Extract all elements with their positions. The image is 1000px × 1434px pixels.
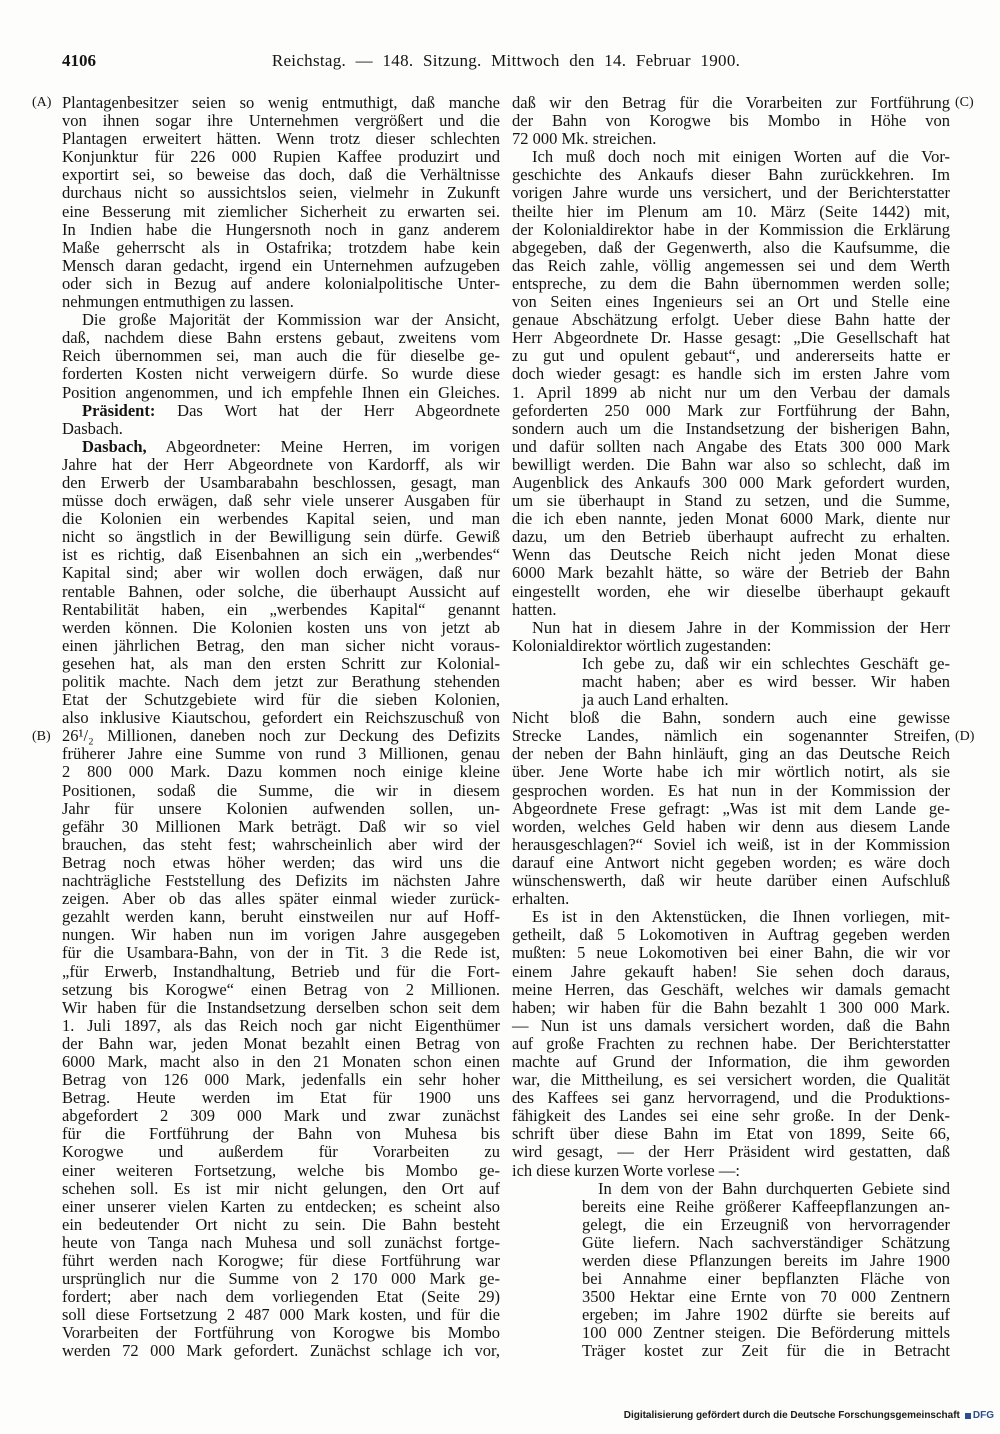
quoted-line: Güte liefern. Nach sachverständiger Schätzung [582, 1232, 950, 1252]
text-line: Betrag. Heute werden im Etat für 1900 uns [62, 1088, 500, 1108]
text-line: der Bahn von Korogwe bis Mombo in Höhe von [512, 111, 950, 131]
dfg-logo-mark [965, 1413, 971, 1419]
margin-mark-a: (A) [32, 95, 52, 110]
speech-text: Das Wort hat der Herr Abgeordnete [177, 400, 500, 420]
text-line: meine Herren, das Geschäft, welches wir damals gemacht [512, 979, 950, 999]
margin-mark-d: (D) [955, 729, 975, 744]
text-line: daß, nachdem diese Bahn erstens gebaut, zweitens vom [62, 328, 500, 348]
speech-text: Abgeordneter: Meine Herren, im vorigen [165, 436, 500, 456]
text-line: Vorarbeiten der Fortführung von Korogwe bis Mombo [62, 1323, 500, 1343]
text-line: gefähr 30 Millionen Mark beträgt. Daß wir so viel [62, 816, 500, 836]
page-number: 4106 [62, 51, 96, 70]
quoted-line: gelegt, die ein Erzeugniß von hervorragender [582, 1214, 950, 1234]
text-line: herausgeschlagen?“ Soviel ich weiß, ist in der Kommission [512, 834, 950, 854]
text-line: einen jährlichen Betrag, den man sicher nicht voraus- [62, 635, 500, 655]
text-line: ist es richtig, daß Eisenbahnen an sich ein „werbendes“ [62, 545, 500, 565]
text-line: Maße geherrscht als in Ostafrika; trotzdem habe kein [62, 237, 500, 257]
text-line: 26¹/₂ Millionen, daneben noch zur Deckung des Defizits [62, 726, 500, 746]
text-line: das Reich zahle, völlig angemessen sei und dem Werth [512, 255, 950, 275]
text-line: wird gesagt, — der Herr Präsident wird gestatten, daß [512, 1142, 950, 1162]
left-text-column [62, 94, 500, 1361]
text-line: haben; wir haben für die Bahn bezahlt 1 300 000 Mark. [512, 997, 950, 1017]
text-line: und dafür sollten nach Angabe des Etats 300 000 Mark [512, 436, 950, 456]
text-line: 2 800 000 Mark. Dazu kommen noch einige kleine [62, 762, 500, 782]
text-line: fordert; aber nach dem vorliegenden Etat (Seite 29) [62, 1287, 500, 1307]
text-line: dazu, um den Betrieb überhaupt aufrecht zu erhalten. [512, 527, 950, 547]
text-line: Jahre hat der Herr Abgeordnete von Kardorff, als wir [62, 454, 500, 474]
quoted-line: Ich gebe zu, daß wir ein schlechtes Geschäft ge- [582, 653, 950, 673]
text-line: brauchen, das steht fest; wahrscheinlich aber wird der [62, 834, 500, 854]
text-line: abgegeben, daß der Gegenwerth, also die Kaufsumme, die [512, 237, 950, 257]
text-line: Korogwe und außerdem für Vorarbeiten zu [62, 1142, 500, 1162]
text-line: erhalten. [512, 889, 570, 909]
text-line: Position angenommen, und ich empfehle Ihnen ein Gleiches. [62, 382, 500, 402]
text-line: worden, welches Geld haben wir denn aus diesem Lande [512, 816, 950, 836]
paragraph-first-line: Nun hat in diesem Jahre in der Kommission der Herr [532, 617, 950, 637]
text-line: — Nun ist uns damals versichert worden, daß die Bahn [512, 1015, 950, 1035]
quoted-line: macht haben; aber es wird besser. Wir haben [582, 672, 950, 691]
text-line: Dasbach. [62, 418, 123, 438]
text-line: zeigen. Aber ob das alles später einmal wieder zurück- [62, 889, 500, 909]
text-line: um sie überhaupt in Stand zu setzen, und die Summe, [512, 491, 950, 511]
text-line: nungen. Wir haben nun im vorigen Jahre ausgegeben [62, 925, 500, 945]
text-line: einer unserer vielen Karten zu entdecken; es scheint also [62, 1196, 500, 1216]
text-line: Plantagen erweitert hätten. Wenn trotz dieser schlechten [62, 129, 500, 149]
text-line: gesprochen worden. Es hat nun in der Kommission der [512, 780, 950, 800]
text-line: setzung bis Korogwe“ einen Betrag von 2 Millionen. [62, 979, 500, 999]
text-line: schrift über diese Bahn im Etat von 1899, Seite 66, [512, 1124, 950, 1144]
text-line: ursprünglich nur die Summe von 2 170 000 Mark ge- [62, 1269, 500, 1289]
text-line: Etat der Schutzgebiete wird für die sieben Kolonien, [62, 690, 500, 710]
text-line: geforderten 250 000 Mark zur Fortführung der Bahn, [512, 400, 950, 420]
text-line: auf große Frachten zu rechnen habe. Der Berichterstatter [512, 1033, 950, 1053]
text-line: war, die Mittheilung, es sei versichert worden, die Qualität [512, 1070, 950, 1090]
text-line: gezahlt werden kann, beruht einstweilen nur auf Hoff- [62, 907, 500, 927]
text-line: die ich eben nannte, jeden Monat 6000 Mark, diente nur [512, 509, 950, 529]
text-line: nachträgliche Feststellung des Defizits im nächsten Jahre [62, 871, 500, 891]
text-line: Strecke Landes, nämlich ein sogenannter Streifen, [512, 726, 950, 746]
text-line: Positionen, sodaß die Summe, die wir in diesem [62, 780, 500, 800]
text-line: nehmungen entmuthigen zu lassen. [62, 292, 294, 312]
text-line: der Kolonialdirektor habe in der Kommission die Erklärung [512, 219, 950, 239]
text-line: Mensch daran gedacht, irgend ein Unternehmen aufzugeben [62, 255, 500, 275]
quoted-line: werden diese Pflanzungen bereits im Jahre 1900 [582, 1251, 950, 1270]
text-line: machte auf Grund der Information, die ihm geworden [512, 1051, 950, 1071]
text-line: werden können. Die Kolonien kosten uns von jetzt ab [62, 617, 500, 637]
text-line: bewilligt werden. Die Bahn war also so schlecht, daß im [512, 454, 950, 474]
text-line: Reich übernommen sei, man auch die für dieselbe ge- [62, 346, 500, 366]
text-line: die Kolonien ein werbendes Kapital seien, und man [62, 509, 500, 529]
text-line: oder sich in Bezug auf andere kolonialpolitische Unter- [62, 273, 500, 293]
quoted-line: 3500 Hektar eine Ernte von 70 000 Zentnern [582, 1287, 950, 1307]
quoted-line: bereits eine Reihe größerer Kaffeepflanzungen an- [582, 1196, 950, 1216]
text-line: ein bedeutender Ort nicht zu sein. Die Bahn besteht [62, 1214, 500, 1234]
text-line: von Seiten eines Ingenieurs sei an Ort und Stelle eine [512, 292, 950, 312]
text-line: mußten: 5 neue Lokomotiven bei einer Bahn, die wir vor [512, 943, 950, 963]
text-line: eine Besserung mit ziemlicher Sicherheit zu erwarten sei. [62, 201, 500, 221]
text-line: zu gut und opulent gebaut“, und andererseits hatte er [512, 346, 950, 366]
text-line: abgefordert 2 309 000 Mark und zwar zunächst [62, 1106, 500, 1126]
text-line: der neben der Bahn hinläuft, ging an das Deutsche Reich [512, 744, 950, 764]
quoted-line: 100 000 Zentner steigen. Die Beförderung mittels [582, 1323, 950, 1343]
text-line: also inklusive Kiautschou, gefordert ein Reichszuschuß von [62, 708, 500, 728]
quoted-line: ja auch Land erhalten. [582, 690, 729, 710]
credit-text: Digitalisierung gefördert durch die Deutsche Forschungsgemeinschaft [623, 1410, 960, 1421]
text-line: Rentabilität haben, ein „werbendes Kapital“ genannt [62, 599, 500, 619]
text-line: über. Jene Worte habe ich mir wörtlich notirt, als sie [512, 762, 950, 782]
text-line: exportirt sei, so beweise das doch, daß die Verhältnisse [62, 165, 500, 185]
paragraph-first-line [62, 438, 500, 456]
text-line: Kapital sind; aber wir wollen doch erwägen, daß nur [62, 563, 500, 583]
text-line: Wir haben für die Instandsetzung derselben schon seit dem [62, 997, 500, 1017]
dfg-logo [965, 1410, 994, 1421]
text-line: für die Fortführung der Bahn von Muhesa bis [62, 1124, 500, 1144]
text-line: doch wieder gesagt: es handle sich im ersten Jahre vom [512, 364, 950, 384]
text-line: ich diese kurzen Worte vorlese —: [512, 1160, 740, 1180]
quoted-line: bei Annahme einer bepflanzten Fläche von [582, 1269, 950, 1289]
text-line: werden 72 000 Mark gefordert. Zunächst schlage ich vor, [62, 1341, 500, 1361]
text-line: müsse doch erwägen, daß sehr viele unserer Ausgaben für [62, 491, 500, 511]
text-line: Herr Abgeordnete Dr. Hasse gesagt: „Die Gesellschaft hat [512, 328, 950, 348]
quoted-line: In dem von der Bahn durchquerten Gebiete sind [598, 1178, 950, 1198]
text-line: von ihnen sogar ihre Unternehmen vergrößert und die [62, 111, 500, 131]
paragraph-first-line: Ich muß doch noch mit einigen Worten auf die Vor- [532, 147, 950, 167]
text-line: getheilt, daß 5 Lokomotiven in Auftrag gegeben werden [512, 925, 950, 945]
text-line: heute von Tanga nach Muhesa und soll zunächst fortge- [62, 1232, 500, 1252]
text-line: eingestellt worden, ehe wir dieselbe überhaupt gekauft [512, 581, 950, 601]
text-line: für die Usambara-Bahn, von der in Tit. 3 die Rede ist, [62, 943, 500, 963]
text-line: entspreche, zu dem die Bahn übernommen werden solle; [512, 273, 950, 293]
paragraph-first-line: Es ist in den Aktenstücken, die Ihnen vorliegen, mit- [532, 907, 950, 927]
text-line: Kolonialdirektor wörtlich zugestanden: [512, 635, 772, 655]
text-line: 6000 Mark bezahlt hätte, so wäre der Betrieb der Bahn [512, 563, 950, 583]
right-text-column [512, 94, 950, 1361]
text-line: 6000 Mark, macht also in den 21 Monaten schon einen [62, 1051, 500, 1071]
text-line: führt werden nach Korogwe; für diese Fortführung war [62, 1251, 500, 1270]
text-line: geschichte des Ankaufs dieser Bahn zurückkehren. Im [512, 165, 950, 185]
running-title: Reichstag. — 148. Sitzung. Mittwoch den 14. Februar 1900. [271, 51, 741, 70]
margin-mark-b: (B) [32, 729, 51, 744]
text-line: wünschenswerth, daß wir heute darüber einen Aufschluß [512, 871, 950, 891]
quoted-line: Träger kostet zur Zeit für die in Betracht [582, 1341, 950, 1361]
paragraph-first-line: Die große Majorität der Kommission war der Ansicht, [82, 310, 500, 330]
digitization-credit [624, 1410, 994, 1421]
text-line: durchaus nicht so aussichtslos seien, vielmehr in Zukunft [62, 183, 500, 203]
text-line: nicht so ängstlich in der Bewilligung sein dürfe. Gewiß [62, 527, 500, 547]
text-line: 72 000 Mk. streichen. [512, 129, 657, 149]
paragraph-first-line [62, 402, 500, 420]
text-line: Konjunktur für 226 000 Rupien Kaffee produzirt und [62, 147, 500, 167]
text-line: den Erwerb der Usambarabahn beschlossen, gesagt, man [62, 472, 500, 492]
text-line: Wenn das Deutsche Reich nicht jeden Monat diese [512, 545, 950, 565]
text-line: Betrag von 126 000 Mark, jedenfalls ein sehr hoher [62, 1070, 500, 1090]
text-line: Augenblick des Ankaufs 300 000 Mark gefordert wurden, [512, 472, 950, 492]
text-line: früherer Jahre eine Summe von rund 3 Millionen, genau [62, 744, 500, 764]
text-line: gesehen hat, als man den ersten Schritt zur Kolonial- [62, 653, 500, 673]
text-line: vorigen Jahre wurde uns versichert, und der Berichterstatter [512, 183, 950, 203]
text-line: „für Erwerb, Instandhaltung, Betrieb und für die Fort- [62, 961, 500, 981]
text-line: Betrag noch etwas höher werden; das wird uns die [62, 852, 500, 872]
text-line: Jahr für unsere Kolonien aufwenden sollen, un- [62, 798, 500, 818]
text-line: Abgeordnete Frese gefragt: „Was ist mit dem Lande ge- [512, 798, 950, 818]
text-line: hatten. [512, 599, 557, 619]
text-line: Nicht bloß die Bahn, sondern auch eine gewisse [512, 708, 950, 728]
text-line: Plantagenbesitzer seien so wenig entmuthigt, daß manche [62, 93, 500, 112]
text-line: einer weiteren Fortsetzung, welche bis Mombo ge- [62, 1160, 500, 1180]
text-line: politik machte. Nach dem jetzt zur Berathung stehenden [62, 672, 500, 691]
text-line: daß wir den Betrag für die Vorarbeiten zur Fortführung [512, 93, 950, 112]
text-line: 1. April 1899 ab nicht nur um den Verbau der damals [512, 382, 950, 402]
text-line: des Kaffees sei ganz hervorragend, und die Produktions- [512, 1088, 950, 1108]
margin-mark-c: (C) [955, 95, 974, 110]
text-line: darauf eine Antwort nicht gegeben worden; es wäre doch [512, 852, 950, 872]
quoted-line: ergeben; im Jahre 1902 dürfte sie bereits auf [582, 1305, 950, 1325]
text-line: schehen soll. Es ist mir nicht gelungen, den Ort auf [62, 1178, 500, 1198]
text-line: theilte hier im Plenum am 10. März (Seite 1442) mit, [512, 201, 950, 221]
text-line: forderten Kosten nicht verweigern dürfe. So wurde diese [62, 364, 500, 384]
text-line: einem Jahre gekauft haben! Sie sehen doch daraus, [512, 961, 950, 981]
text-line: rentable Bahnen, oder solche, die überhaupt Aussicht auf [62, 581, 500, 601]
text-line: fähigkeit des Landes sei eine sehr große. In der Denk- [512, 1106, 950, 1126]
text-line: 1. Juli 1897, als das Reich noch gar nicht Eigenthümer [62, 1015, 500, 1035]
dfg-logo-text: DFG [972, 1410, 994, 1421]
text-line: genaue Abschätzung erfolgt. Ueber diese Bahn hatte der [512, 310, 950, 330]
text-line: sondern auch um die Instandsetzung der bisherigen Bahn, [512, 418, 950, 438]
text-line: soll diese Fortsetzung 2 487 000 Mark kosten, und für die [62, 1305, 500, 1325]
text-line: der Bahn war, jeden Monat bezahlt einen Betrag von [62, 1033, 500, 1053]
text-line: In Indien habe die Hungersnoth noch in ganz anderem [62, 219, 500, 239]
speaker-name: Präsident: [82, 400, 156, 420]
speaker-name: Dasbach, [82, 436, 147, 456]
